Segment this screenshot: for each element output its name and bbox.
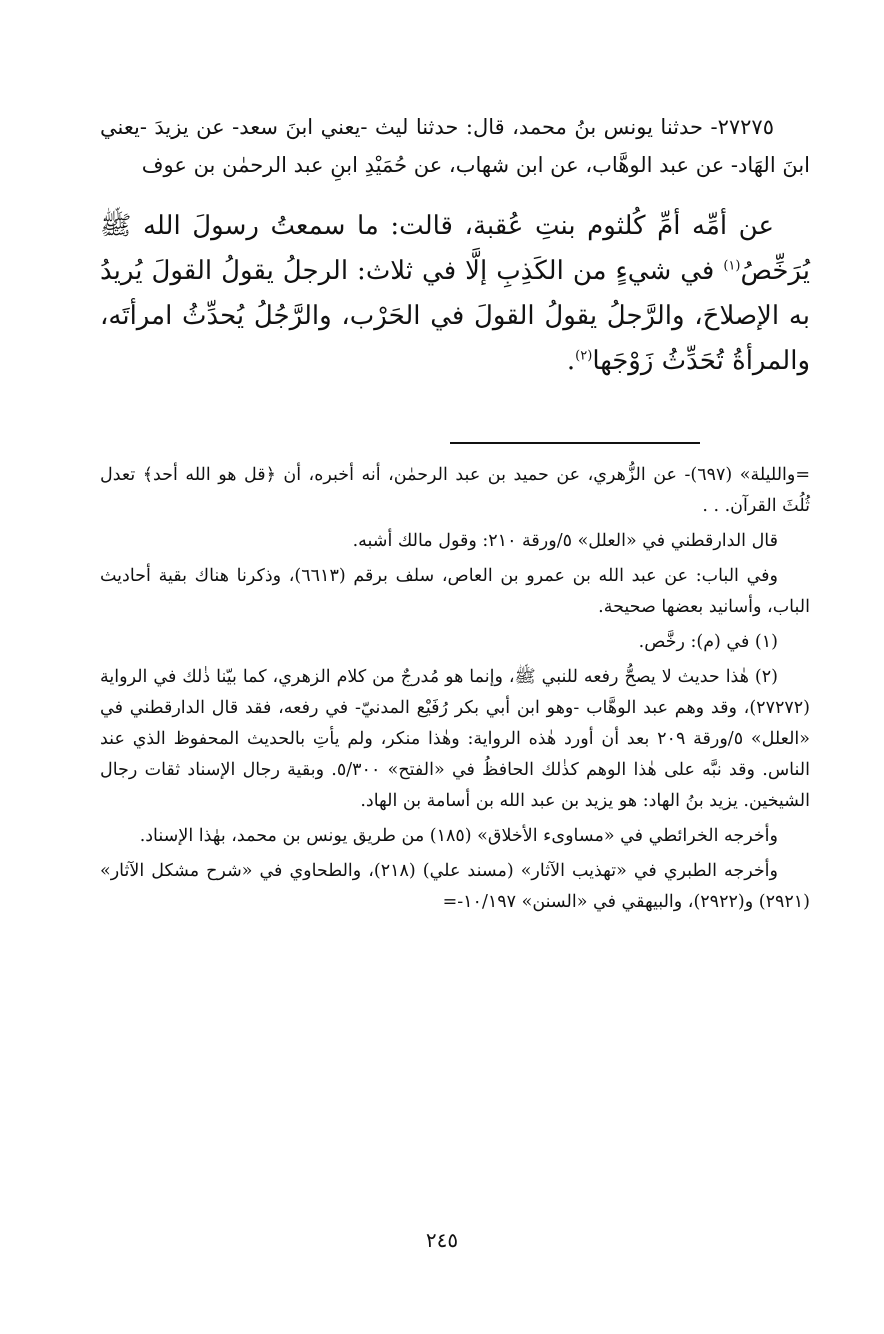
footnote-divider xyxy=(450,442,700,444)
matn-part-1: عن أمِّه أمِّ كُلثوم بنتِ عُقبة، قالت: ما سمعتُ رسولَ الله ﷺ يُرَخِّصُ xyxy=(100,211,810,286)
page-number: ٢٤٥ xyxy=(425,1228,459,1252)
footnote-ref-2: (٢) xyxy=(575,348,593,364)
hadith-isnad: ٢٧٢٧٥- حدثنا يونس بنُ محمد، قال: حدثنا ليث -يعني ابنَ سعد- عن يزيدَ -يعني ابنَ الهَاد- عن عبد الوهَّاب، عن ابن شهاب، عن حُمَيْدِ ابنِ عبد الرحمٰن بن عوف xyxy=(100,115,810,177)
footnote-tabari: وأخرجه الطبري في «تهذيب الآثار» (مسند علي) (٢١٨)، والطحاوي في «شرح مشكل الآثار» (٢٩٢١) و(٢٩٢٢)، والبيهقي في «السنن» ١٠/١٩٧-= xyxy=(100,861,810,912)
footnote-1: (١) في (م): رخَّص. xyxy=(638,632,778,652)
footnote-ref-1: (١) xyxy=(723,258,741,274)
matn-part-2: في شيءٍ من الكَذِبِ إلَّا في ثلاث: الرجلُ يقولُ القولَ يُريدُ به الإصلاحَ، والرَّجلُ يقولُ القولَ في الحَرْب، والرَّجُلُ يُحدِّثُ امرأتَه، والمرأةُ تُحَدِّثُ زَوْجَها xyxy=(100,256,810,376)
footnote-fil-bab: وفي الباب: عن عبد الله بن عمرو بن العاص، سلف برقم (٦٦١٣)، وذكرنا هناك بقية أحاديث الباب، وأسانيد بعضها صحيحة. xyxy=(100,566,810,617)
hadith-matn xyxy=(100,204,810,384)
footnote-kharaiti: وأخرجه الخرائطي في «مساوىء الأخلاق» (١٨٥) من طريق يونس بن محمد، بهٰذا الإسناد. xyxy=(139,826,778,846)
footnote-continuation: =والليلة» (٦٩٧)- عن الزُّهري، عن حميد بن عبد الرحمٰن، أنه أخبره، أن ﴿قل هو الله أحد﴾ تعدل ثُلُثَ القرآن. . . xyxy=(100,465,810,516)
footnotes xyxy=(100,460,810,918)
matn-end: . xyxy=(566,346,576,376)
page-body xyxy=(100,108,810,1248)
footnote-2: (٢) هٰذا حديث لا يصحُّ رفعه للنبي ﷺ، وإنما هو مُدرجٌ من كلام الزهري، كما بيّنا ذٰلك في الرواية (٢٧٢٧٢)، وقد وهم عبد الوهَّاب -وهو ابن أبي بكر رُفَيْع المدنيّ- في رفعه، فقد قال الدارقطني في «العلل» ٥/ورقة ٢٠٩ بعد أن أورد هٰذه الرواية: وهٰذا منكر، ولم يأتِ بالحديث المحفوظ الذي عند الناس. وقد نبَّه على هٰذا الوهم كذٰلك الحافظُ في «الفتح» ٥/٣٠٠. وبقية رجال الإسناد ثقات رجال الشيخين. يزيد بنُ الهاد: هو يزيد بن عبد الله بن أسامة بن الهاد. xyxy=(100,667,810,811)
footnote-daraqutni: قال الدارقطني في «العلل» ٥/ورقة ٢١٠: وقول مالك أشبه. xyxy=(352,531,778,551)
